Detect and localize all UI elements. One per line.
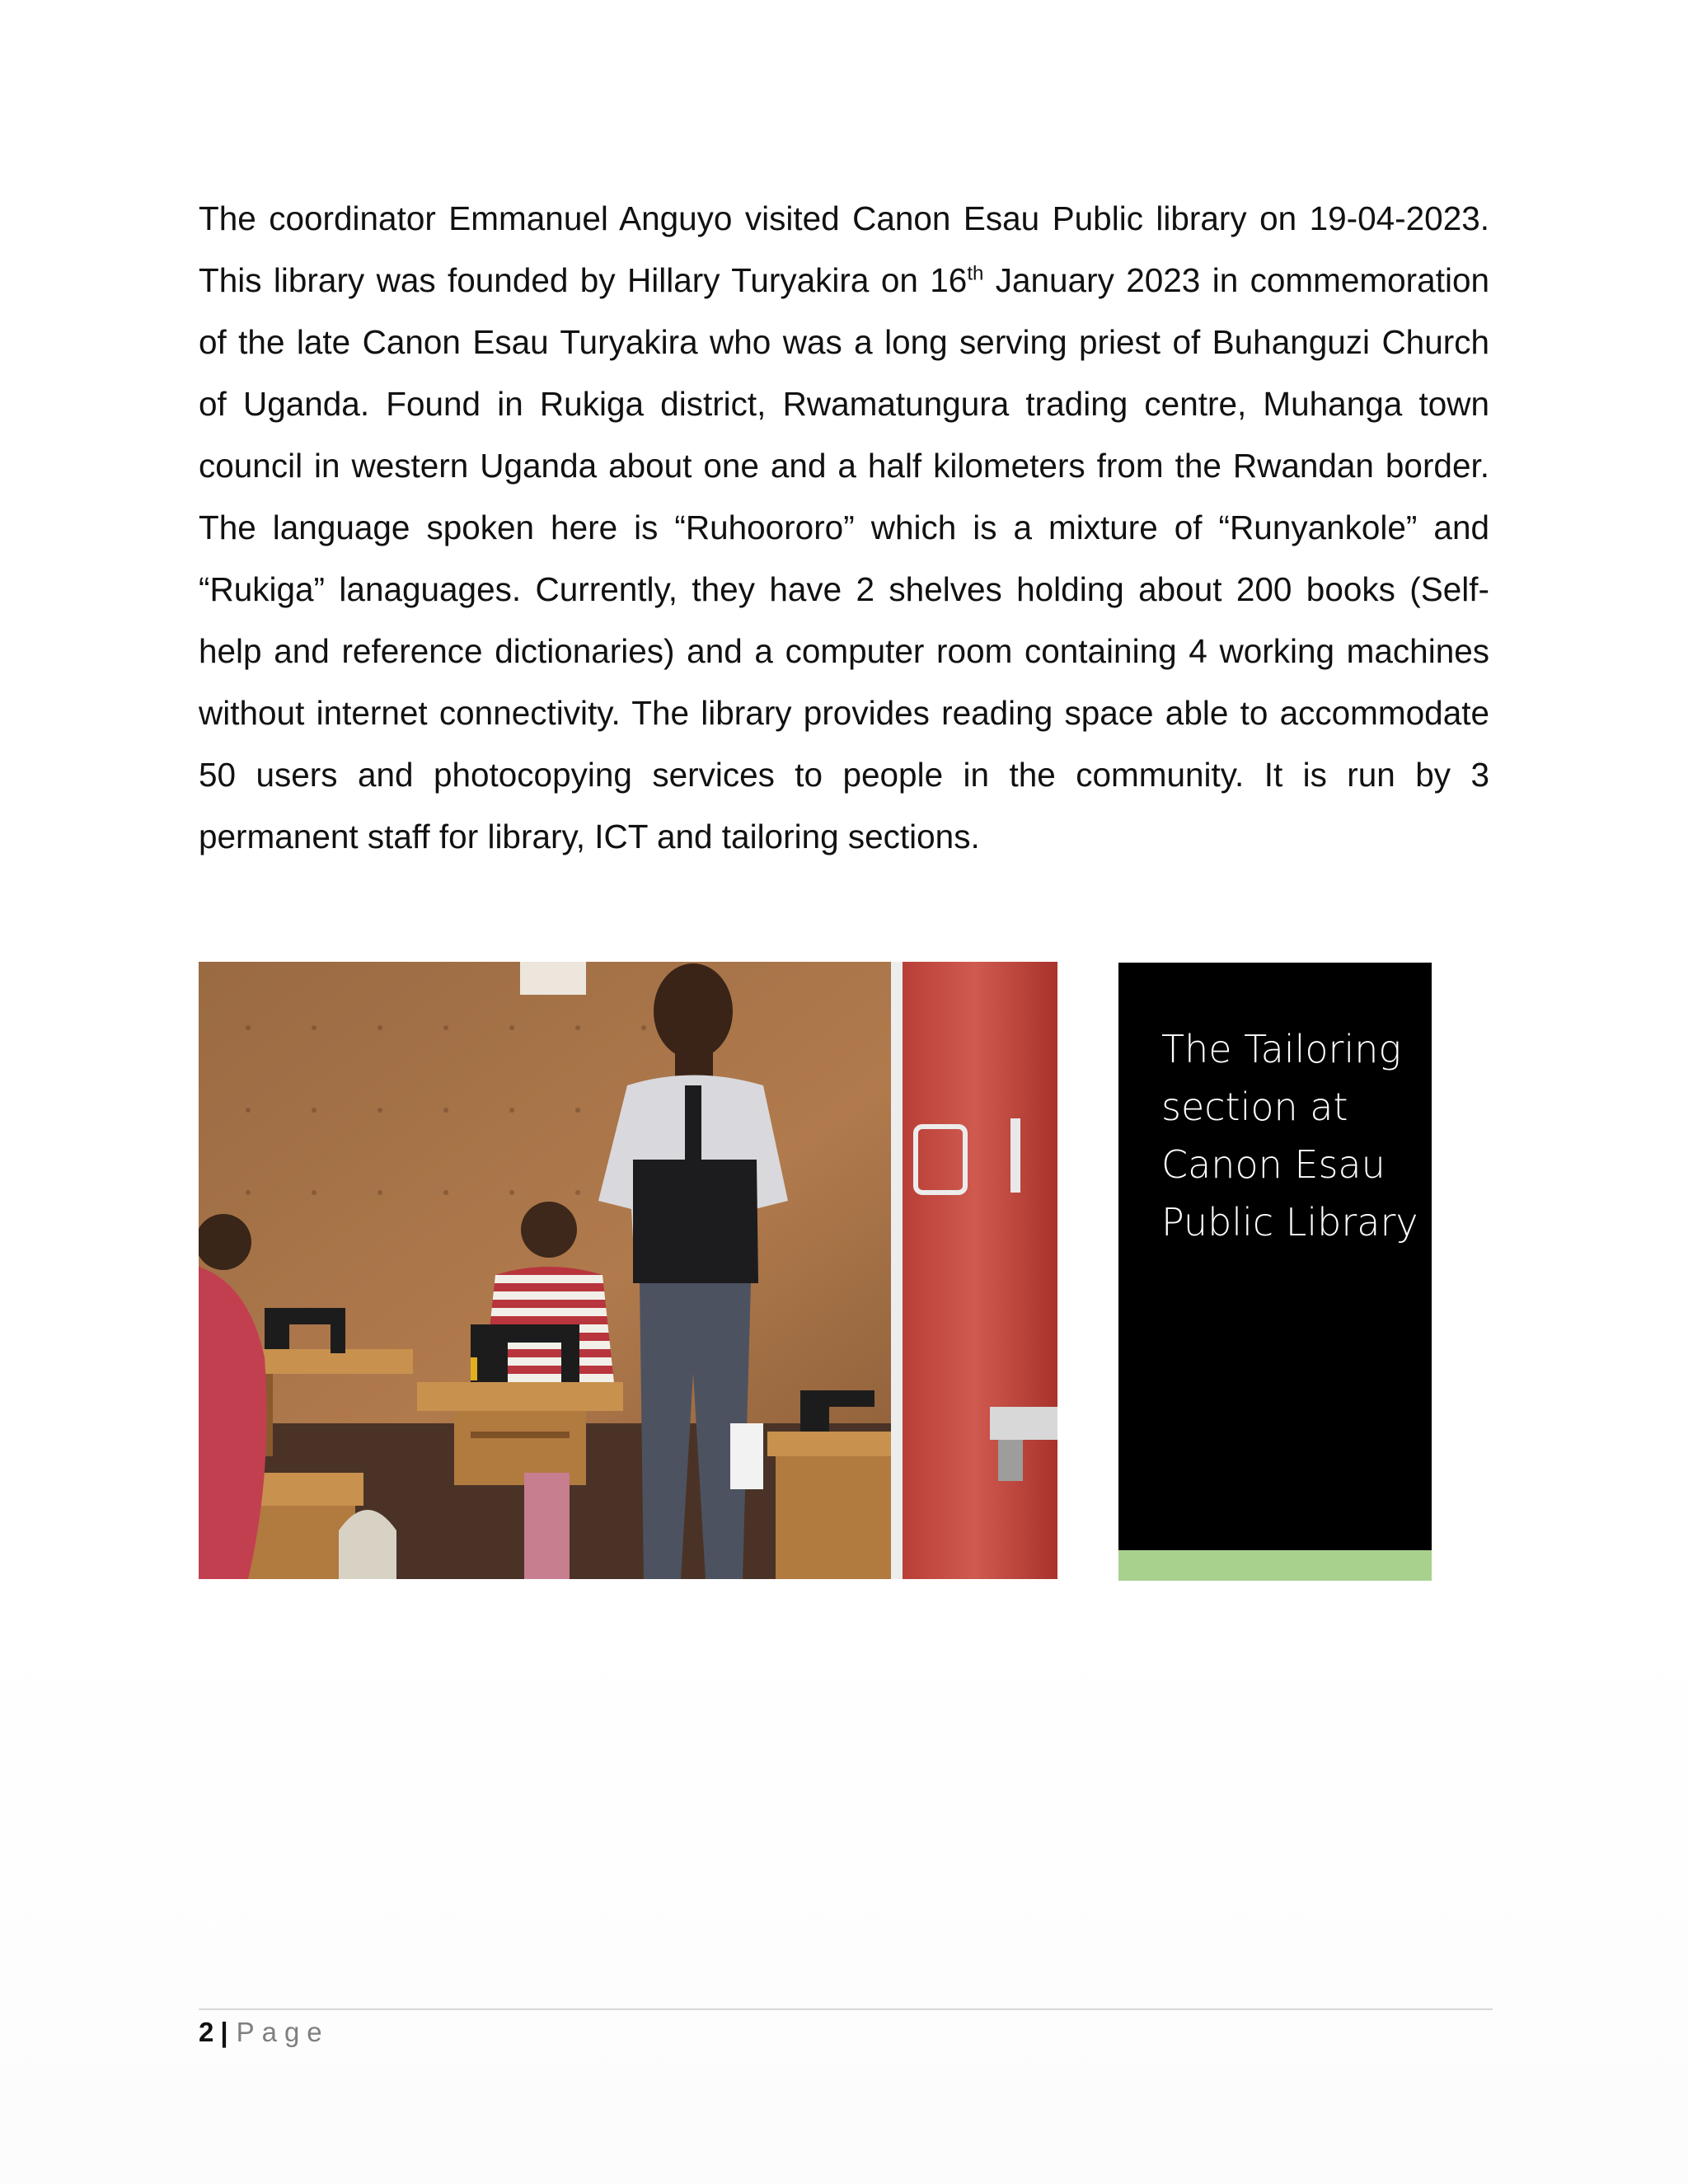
paragraph-part-1: The coordinator Emmanuel Anguyo visited Canon Esau Public library on 19-04-2023. This library was founded by Hillary Turyakira on 16: [199, 199, 1489, 299]
body-paragraph: [199, 188, 1489, 868]
page-label: Page: [236, 2017, 330, 2047]
ordinal-superscript: th: [967, 262, 984, 285]
photo-caption: The Tailoring section at Canon Esau Public Library: [1161, 1027, 1418, 1244]
caption-box: [1118, 963, 1432, 1550]
caption-accent-bar: [1118, 1550, 1432, 1581]
footer-divider: [199, 2008, 1493, 2010]
footer-separator: |: [220, 2017, 228, 2047]
paragraph-part-2: January 2023 in commemoration of the late Canon Esau Turyakira who was a long serving priest of Buhanguzi Church of Uganda. Found in Rukiga district, Rwamatungura trading centre, Muhanga town council in western Uganda about one and a half kilometers from the Rwandan border. The language spoken here is “Ruhoororo” which is a mixture of “Runyankole” and “Rukiga” lanaguages. Currently, they have 2 shelves holding about 200 books (Self-help and reference dictionaries) and a computer room containing 4 working machines without internet connectivity. The library provides reading space able to accommodate 50 users and photocopying services to people in the community. It is run by 3 permanent staff for library, ICT and tailoring sections.: [199, 261, 1489, 855]
tailoring-section-photo: [199, 962, 1057, 1579]
page-footer: [199, 2016, 330, 2049]
page-number: 2: [199, 2017, 214, 2047]
